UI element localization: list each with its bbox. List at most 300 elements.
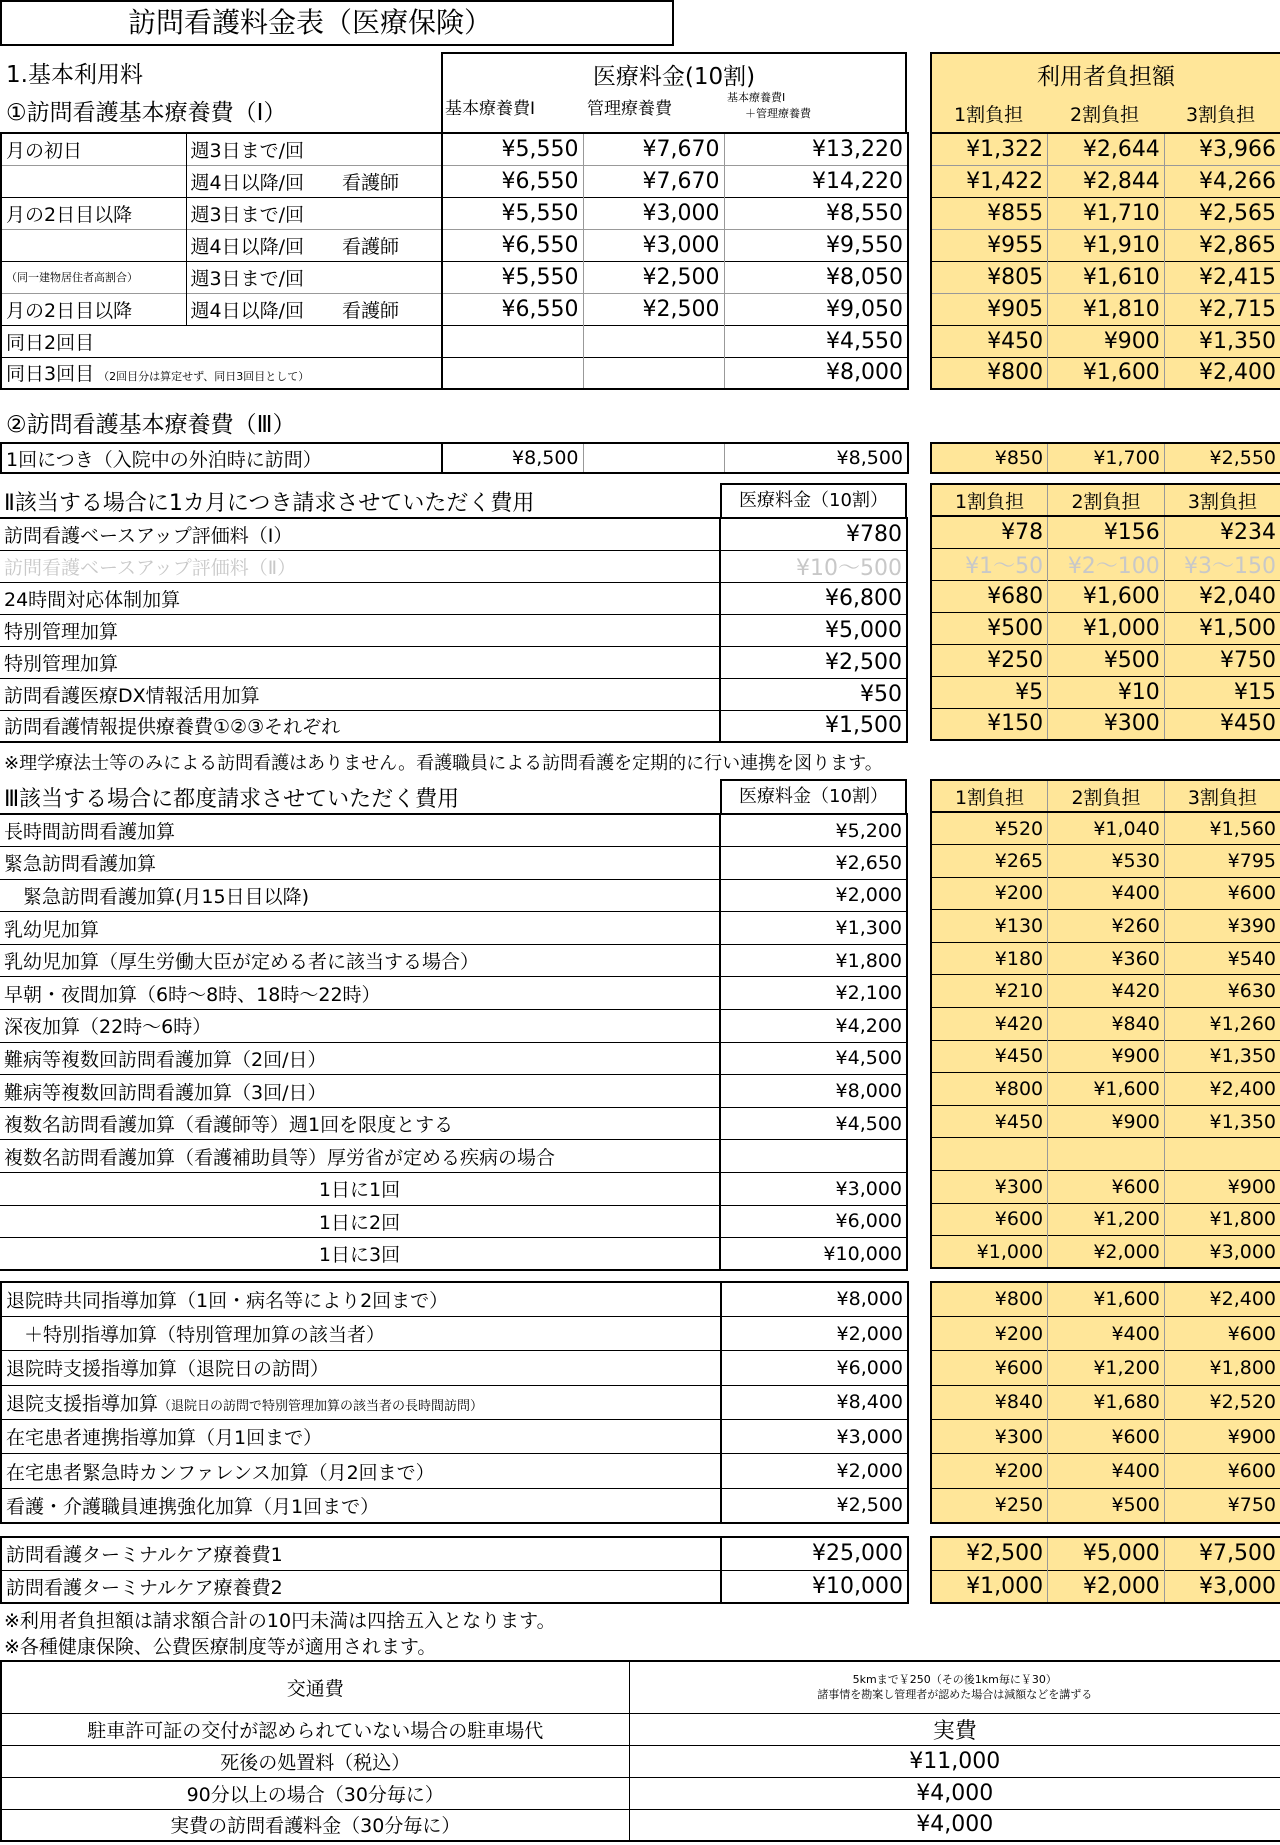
frequency-text: 週4日以降/回 (190, 235, 304, 258)
burden-2: ¥400 (1048, 1316, 1165, 1350)
fee-label-text: 特別管理加算 (4, 620, 119, 643)
burden-1: ¥600 (931, 1351, 1048, 1385)
basic-fee-burden-table (930, 132, 1280, 390)
burden-3: ¥15 (1234, 679, 1276, 705)
empty-cell (583, 357, 724, 389)
col-2-label: 2割負担 (1070, 104, 1140, 126)
fee-value: ¥2,100 (835, 982, 902, 1005)
burden-3: ¥1,800 (1209, 1208, 1276, 1231)
same-day-text: 同日3回目 (6, 363, 95, 386)
fee-value: ¥8,000 (836, 1288, 903, 1311)
fee-label (1, 1454, 721, 1488)
fee-label (1, 1570, 721, 1603)
burden-1: ¥130 (931, 910, 1048, 943)
burden-2: ¥1,600 (1048, 580, 1165, 612)
fee-label-text: 訪問看護ターミナルケア療養費1 (6, 1544, 283, 1567)
burden-1: ¥855 (931, 197, 1048, 229)
therapist-note: ※理学療法士等のみによる訪問看護はありません。看護職員による訪問看護を定期的に行い連携を図ります。 (4, 753, 883, 774)
burden-2: ¥530 (1048, 845, 1165, 878)
fee-row (0, 977, 907, 1010)
burden-3: ¥1,350 (1209, 1110, 1276, 1133)
burden-3: ¥2,415 (1199, 264, 1276, 290)
fee-label (1, 1420, 721, 1454)
fee-row (1, 1351, 908, 1385)
fee-label-text: 退院時共同指導加算（1回・病名等により2回まで） (6, 1289, 449, 1312)
burden-2: ¥500 (1048, 644, 1165, 676)
fee-value: ¥3,000 (836, 1425, 903, 1448)
same-day-row (1, 325, 908, 357)
burden-2: ¥260 (1048, 910, 1165, 943)
burden-row (931, 1420, 1280, 1454)
other-fee-value: ¥4,000 (916, 1780, 994, 1806)
fee-row (0, 1107, 907, 1140)
burden-row (931, 1316, 1280, 1350)
burden-row (931, 708, 1280, 740)
fee-label-note: （退院日の訪問で特別管理加算の該当者の長時間訪問） (158, 1398, 484, 1414)
burden-row (931, 165, 1280, 197)
burden-3: ¥2,565 (1199, 200, 1276, 226)
same-day-row (1, 357, 908, 389)
other-fee-row (1, 1713, 1280, 1745)
fee-value: ¥2,500 (836, 1494, 903, 1517)
fee-label (1, 1385, 721, 1419)
fee-value: ¥1,300 (835, 917, 902, 940)
burden-row (931, 1385, 1280, 1419)
burden-row (931, 845, 1280, 878)
fee-label-text: 早朝・夜間加算（6時～8時、18時～22時） (4, 983, 381, 1006)
burden-2: ¥900 (1048, 1105, 1165, 1138)
fee-label (0, 550, 720, 582)
fee-label-text: 訪問看護医療DX情報活用加算 (4, 684, 260, 707)
burden-3: ¥540 (1227, 947, 1276, 970)
mgmt-fee-value: ¥7,670 (583, 133, 724, 165)
basic-fee-3-burden-row (931, 443, 1280, 473)
fee-value: ¥50 (860, 681, 902, 707)
fee-value: ¥2,000 (835, 884, 902, 907)
fee-row (0, 678, 907, 710)
fee-value: ¥8,000 (835, 1080, 902, 1103)
fee-row (1, 261, 908, 293)
burden-3: ¥750 (1220, 647, 1276, 673)
fee-label-text: 緊急訪問看護加算(月15日目以降) (4, 885, 310, 908)
fee-label (0, 1042, 720, 1075)
burden-1: ¥450 (931, 1105, 1048, 1138)
burden-row (931, 1570, 1280, 1603)
fee-row (0, 1010, 907, 1043)
medical-fee-group-label: 医療料金(10割) (592, 64, 756, 90)
burden-3: ¥234 (1220, 519, 1276, 545)
sum-fee-value: ¥4,550 (826, 328, 903, 354)
fee-row (1, 1454, 908, 1488)
burden-2: ¥156 (1048, 516, 1165, 548)
row-label: 1回につき（入院中の外泊時に訪問） (1, 443, 442, 473)
burden-3: ¥2,865 (1199, 232, 1276, 258)
section-basic-fee (0, 52, 1280, 392)
burden-3: ¥390 (1227, 915, 1276, 938)
other-fee-value: ¥11,000 (909, 1748, 1001, 1774)
fee-label-text: ＋特別指導加算（特別管理加算の該当者） (24, 1324, 386, 1347)
section3-heading: Ⅱ該当する場合に1カ月につき請求させていただく費用 (4, 491, 535, 516)
other-fee-label: 実費の訪問看護料金（30分毎に） (1, 1809, 629, 1841)
col-3-header: 3割負担 (1187, 786, 1257, 809)
burden-2: ¥1,610 (1048, 261, 1165, 293)
frequency-text: 週3日まで/回 (190, 267, 304, 290)
burden-3: ¥450 (1220, 711, 1276, 737)
basic-fee-3-table (0, 442, 909, 474)
basic-fee-value: ¥5,550 (442, 133, 583, 165)
basic-fee-value: ¥5,550 (442, 197, 583, 229)
fee-label (0, 1075, 720, 1108)
user-burden-group-label: 利用者負担額 (1037, 64, 1175, 90)
burden-1: ¥180 (931, 942, 1048, 975)
fee-row (1, 1488, 908, 1522)
empty-cell (442, 357, 583, 389)
burden-1: ¥850 (931, 443, 1048, 473)
burden-1: ¥150 (931, 708, 1048, 740)
fee-label-text: 1日に3回 (318, 1244, 401, 1267)
burden-1: ¥500 (931, 612, 1048, 644)
burden-row (931, 293, 1280, 325)
row-frequency (186, 293, 442, 325)
burden-row (931, 1488, 1280, 1522)
burden-3: ¥1,350 (1199, 328, 1276, 354)
burden-row (931, 812, 1280, 845)
basic-fee-table (0, 132, 909, 390)
burden-3: ¥4,266 (1199, 168, 1276, 194)
burden-2: ¥300 (1048, 708, 1165, 740)
other-fee-row (1, 1777, 1280, 1809)
fee-row (0, 879, 907, 912)
fee-label (0, 614, 720, 646)
mgmt-fee-value: ¥7,670 (583, 165, 724, 197)
fee-row (1, 1420, 908, 1454)
fee-label-text: 訪問看護ターミナルケア療養費2 (6, 1576, 283, 1599)
burden-row (931, 975, 1280, 1008)
monthly-fee-table (0, 517, 908, 743)
fee-row (0, 912, 907, 945)
fee-label (0, 1140, 720, 1173)
fee-label (0, 1173, 720, 1206)
burden-1: ¥2,500 (931, 1537, 1048, 1570)
fee-value: ¥6,000 (835, 1210, 902, 1233)
fee-value: ¥4,200 (835, 1014, 902, 1037)
burden-1: ¥1,000 (931, 1570, 1048, 1603)
fee-value: ¥8,400 (836, 1391, 903, 1414)
fee-value: ¥1,800 (835, 949, 902, 972)
burden-2: ¥1,200 (1048, 1203, 1165, 1236)
fee-col-header-2: 医療料金（10割） (720, 779, 907, 813)
burden-1: ¥300 (931, 1171, 1048, 1204)
fee-label-text: 深夜加算（22時～6時） (4, 1016, 212, 1039)
burden-1: ¥840 (931, 1385, 1048, 1419)
fee-label (0, 678, 720, 710)
burden-2: ¥1,600 (1048, 1282, 1165, 1316)
other-fee-value-line2: 諸事情を勘案し管理者が認めた場合は減額などを講ずる (817, 1688, 1093, 1702)
row-group-label (1, 165, 186, 197)
burden-3: ¥1,260 (1209, 1012, 1276, 1035)
fee-value: ¥2,000 (836, 1322, 903, 1345)
burden-2: ¥1,680 (1048, 1385, 1165, 1419)
fee-value: ¥10,000 (812, 1573, 903, 1599)
burden-1: ¥600 (931, 1203, 1048, 1236)
burden-3: ¥2,040 (1199, 583, 1276, 609)
row-frequency (186, 229, 442, 261)
fee-row (0, 1205, 907, 1238)
mgmt-fee-value: ¥2,500 (583, 293, 724, 325)
col-sum-line1: 基本療養費Ⅰ (727, 91, 786, 104)
burden-3: ¥2,400 (1209, 1078, 1276, 1101)
fee-row (1, 1282, 908, 1316)
fee-row (0, 1075, 907, 1108)
same-day-label (1, 357, 442, 389)
burden-2 (1048, 1138, 1165, 1171)
fee-label-text: 退院時支援指導加算（退院日の訪問） (6, 1358, 330, 1381)
burden-1: ¥5 (931, 676, 1048, 708)
fee-row (0, 1238, 907, 1271)
medical-fee-header (441, 52, 907, 132)
sum-fee-value: ¥9,550 (826, 232, 903, 258)
fee-label (0, 1010, 720, 1043)
fee-value: ¥780 (846, 521, 902, 547)
burden-row (931, 1008, 1280, 1041)
fee-value: ¥6,800 (825, 585, 902, 611)
burden-1: ¥905 (931, 293, 1048, 325)
burden-2: ¥1,710 (1048, 197, 1165, 229)
user-burden-header (930, 52, 1280, 132)
fee-label-text: 退院支援指導加算 (6, 1392, 159, 1415)
burden-row (931, 197, 1280, 229)
burden-row (931, 644, 1280, 676)
row-frequency (186, 165, 442, 197)
burden-3: ¥900 (1227, 1175, 1276, 1198)
fee-label-text: 難病等複数回訪問看護加算（2回/日） (4, 1048, 327, 1071)
burden-2: ¥2～100 (1048, 548, 1165, 580)
burden-2: ¥400 (1048, 1454, 1165, 1488)
col-2-header: 2割負担 (1048, 780, 1165, 812)
burden-3: ¥2,550 (1209, 447, 1276, 469)
fee-label (0, 944, 720, 977)
fee-label (1, 1316, 721, 1350)
mgmt-fee-value: ¥3,000 (583, 229, 724, 261)
burden-1: ¥800 (931, 357, 1048, 389)
burden-1: ¥200 (931, 1316, 1048, 1350)
fee-label-text: 乳幼児加算 (4, 918, 100, 941)
sum-fee-value: ¥8,050 (826, 264, 903, 290)
fee-label (1, 1537, 721, 1570)
fee-label (0, 582, 720, 614)
burden-row (931, 133, 1280, 165)
fee-label (0, 912, 720, 945)
burden-3: ¥600 (1227, 1322, 1276, 1345)
col-sum-label (727, 90, 811, 122)
burden-2: ¥2,844 (1048, 165, 1165, 197)
basic-fee-value: ¥6,550 (442, 165, 583, 197)
same-day-note: （2回目分は算定せず、同日3回目として） (98, 370, 310, 384)
fee-row (0, 944, 907, 977)
fee-label-text: 乳幼児加算（厚生労働大臣が定める者に該当する場合） (4, 951, 480, 974)
burden-row (931, 1105, 1280, 1138)
burden-3: ¥1,800 (1209, 1356, 1276, 1379)
other-fee-label: 交通費 (1, 1661, 629, 1713)
fee-label-text: 訪問看護ベースアップ評価料（Ⅰ） (4, 524, 293, 547)
fee-row (0, 550, 907, 582)
page-title: 訪問看護料金表（医療保険） (0, 0, 674, 46)
fee-value: ¥4,500 (835, 1047, 902, 1070)
col-1-header: 1割負担 (931, 780, 1048, 812)
burden-row (931, 1454, 1280, 1488)
burden-1: ¥450 (931, 1040, 1048, 1073)
burden-3: ¥600 (1227, 882, 1276, 905)
row-frequency (186, 197, 442, 229)
burden-1: ¥1,422 (931, 165, 1048, 197)
burden-row (931, 676, 1280, 708)
fee-label-text: 看護・介護職員連携強化加算（月1回まで） (6, 1495, 380, 1518)
section4-heading: Ⅲ該当する場合に都度請求させていただく費用 (4, 787, 460, 812)
burden-1: ¥250 (931, 644, 1048, 676)
fee-row (0, 646, 907, 678)
fee-label-text: 在宅患者連携指導加算（月1回まで） (6, 1427, 323, 1450)
burden-3: ¥1,350 (1209, 1045, 1276, 1068)
burden-2: ¥5,000 (1048, 1537, 1165, 1570)
frequency-text: 週4日以降/回 (190, 171, 304, 194)
burden-3: ¥2,400 (1199, 360, 1276, 386)
burden-row (931, 1171, 1280, 1204)
burden-row (931, 516, 1280, 548)
fee-label (0, 1238, 720, 1271)
fee-value: ¥2,000 (836, 1460, 903, 1483)
fee-label-text: 24時間対応体制加算 (4, 588, 181, 611)
mgmt-fee-value: ¥3,000 (583, 197, 724, 229)
mgmt-fee-value: ¥2,500 (583, 261, 724, 293)
burden-1: ¥1,322 (931, 133, 1048, 165)
fee-value: ¥2,650 (835, 851, 902, 874)
row-group-label: 月の初日 (1, 133, 186, 165)
row-frequency (186, 261, 442, 293)
fee-value: ¥25,000 (812, 1541, 903, 1567)
burden-row (931, 1203, 1280, 1236)
fee-row (0, 847, 907, 880)
fee-row (1, 293, 908, 325)
basic-fee-3-row (1, 443, 908, 473)
burden-3: ¥2,715 (1199, 296, 1276, 322)
burden-2: ¥1,600 (1048, 1073, 1165, 1106)
burden-2: ¥840 (1048, 1008, 1165, 1041)
burden-row (931, 877, 1280, 910)
sum-fee-value: ¥8,000 (826, 360, 903, 386)
fee-row (0, 814, 907, 847)
burden-2: ¥900 (1048, 325, 1165, 357)
burden-row (931, 1073, 1280, 1106)
fee-label-text: 1日に2回 (318, 1211, 401, 1234)
burden-1: ¥265 (931, 845, 1048, 878)
burden-3: ¥1,560 (1209, 817, 1276, 840)
monthly-fee-burden-table (930, 483, 1280, 741)
burden-3: ¥7,500 (1199, 1541, 1276, 1567)
fee-label (0, 847, 720, 880)
row-frequency (186, 133, 442, 165)
sum-fee-value: ¥8,500 (836, 447, 903, 469)
burden-1: ¥680 (931, 580, 1048, 612)
col-1-label: 1割負担 (954, 104, 1024, 126)
burden-row (931, 1351, 1280, 1385)
row-group-label (1, 229, 186, 261)
burden-1: ¥300 (931, 1420, 1048, 1454)
empty-cell (583, 325, 724, 357)
burden-3: ¥3,966 (1199, 136, 1276, 162)
burden-header-row-2 (931, 780, 1280, 812)
burden-3: ¥2,400 (1209, 1288, 1276, 1311)
burden-3: ¥630 (1227, 980, 1276, 1003)
fee-value: ¥5,200 (835, 819, 902, 842)
fee-row (0, 582, 907, 614)
burden-1: ¥250 (931, 1488, 1048, 1522)
row-group-label: 月の2日目以降 (1, 197, 186, 229)
fee-label (0, 977, 720, 1010)
fee-value: ¥2,500 (825, 649, 902, 675)
fee-label (0, 1205, 720, 1238)
burden-3: ¥900 (1227, 1425, 1276, 1448)
burden-2: ¥600 (1048, 1171, 1165, 1204)
burden-2: ¥1,600 (1048, 357, 1165, 389)
col-1-header: 1割負担 (931, 484, 1048, 516)
fee-label-text: 1日に1回 (318, 1179, 401, 1202)
fee-label (1, 1488, 721, 1522)
staff-type-text: 看護師 (342, 171, 400, 194)
terminal-care-burden (930, 1536, 1280, 1604)
basic-fee-value: ¥5,550 (442, 261, 583, 293)
fee-row (1, 1316, 908, 1350)
per-visit-burden-table (930, 779, 1280, 1269)
burden-3 (1164, 1138, 1280, 1171)
burden-header-row (931, 484, 1280, 516)
col-mgmt-label: 管理療養費 (587, 99, 672, 119)
burden-3: ¥3,000 (1209, 1240, 1276, 1263)
row-group-label: 月の2日目以降 (1, 293, 186, 325)
burden-1: ¥800 (931, 1073, 1048, 1106)
burden-row (931, 910, 1280, 943)
fee-row (1, 1570, 908, 1603)
same-day-text: 同日2回目 (6, 331, 95, 354)
fee-row (1, 1385, 908, 1419)
col-basic-label: 基本療養費Ⅰ (445, 99, 536, 119)
burden-row (931, 580, 1280, 612)
frequency-text: 週4日以降/回 (190, 299, 304, 322)
fee-row (0, 710, 907, 742)
burden-1: ¥800 (931, 1282, 1048, 1316)
burden-2: ¥1,910 (1048, 229, 1165, 261)
fee-label (0, 710, 720, 742)
fee-label (1, 1282, 721, 1316)
burden-2: ¥1,040 (1048, 812, 1165, 845)
burden-row (931, 229, 1280, 261)
burden-3: ¥2,520 (1209, 1391, 1276, 1414)
fee-label-text: 複数名訪問看護加算（看護補助員等）厚労省が定める疾病の場合 (4, 1146, 556, 1169)
burden-row (931, 548, 1280, 580)
burden-row (931, 1236, 1280, 1269)
burden-2: ¥10 (1048, 676, 1165, 708)
section-subheading: ①訪問看護基本療養費（Ⅰ） (6, 100, 287, 126)
burden-2: ¥1,200 (1048, 1351, 1165, 1385)
burden-1: ¥78 (931, 516, 1048, 548)
other-fee-label: 駐車許可証の交付が認められていない場合の駐車場代 (1, 1713, 629, 1745)
burden-2: ¥2,000 (1048, 1570, 1165, 1603)
fee-row (1, 133, 908, 165)
col-sum-line2: ＋管理療養費 (745, 107, 811, 120)
frequency-text: 週3日まで/回 (190, 203, 304, 226)
burden-1: ¥805 (931, 261, 1048, 293)
burden-row (931, 357, 1280, 389)
burden-2: ¥400 (1048, 877, 1165, 910)
